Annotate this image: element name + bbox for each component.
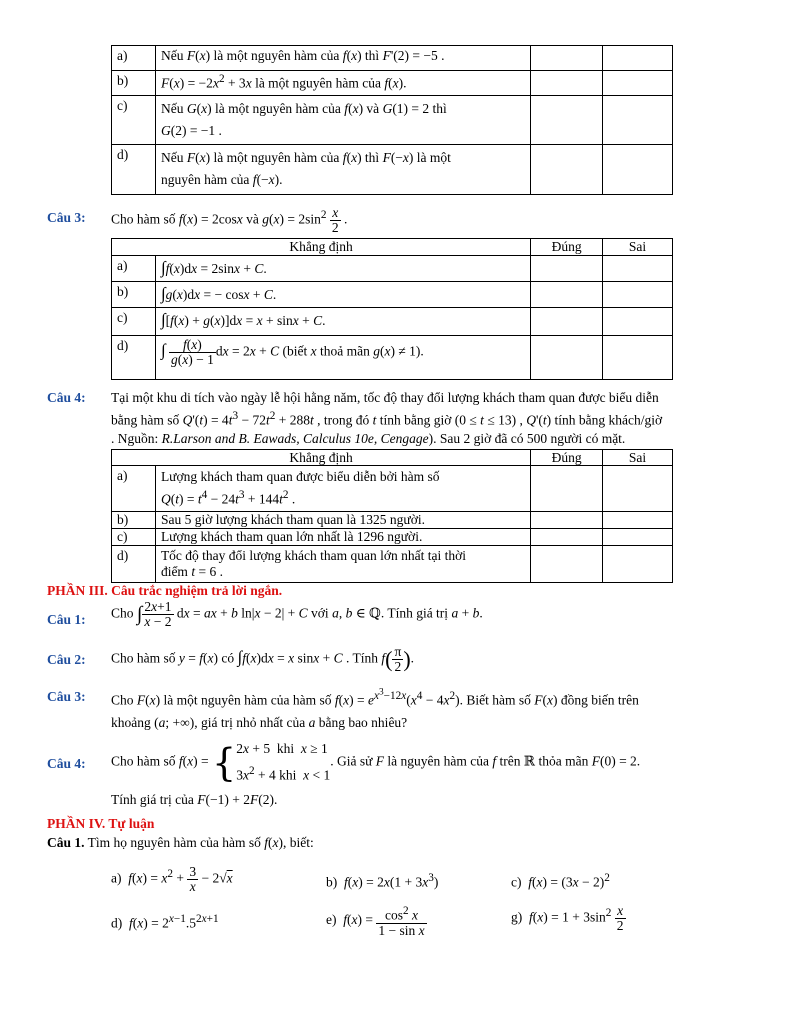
true-cell[interactable] (531, 308, 603, 336)
statement-b: Sau 5 giờ lượng khách tham quan là 1325 người. (155, 511, 530, 528)
true-cell[interactable] (531, 282, 603, 308)
table-row (112, 308, 673, 336)
true-cell[interactable] (531, 336, 603, 380)
table-row (112, 145, 673, 195)
statement-c: Lượng khách tham quan lớn nhất là 1296 người. (155, 528, 530, 545)
table-row (112, 71, 673, 96)
item-e: e) f(x) = $\frac{\cos^2 x}{\text{1 − sin x}}$ (326, 905, 425, 938)
question-line-2: khoảng (a; +∞), giá trị nhỏ nhất của a bằng bao nhiêu? (111, 715, 408, 730)
false-cell[interactable] (603, 308, 673, 336)
row-label: c) (112, 308, 156, 336)
row-label: c) (112, 528, 156, 545)
false-cell[interactable] (603, 46, 673, 71)
question-label: Câu 3: (47, 210, 86, 225)
table-header (112, 450, 673, 466)
table-row (112, 46, 673, 71)
question-label: Câu 1: (47, 612, 86, 627)
header-true: Đúng (531, 450, 603, 466)
table-cau3 (111, 238, 673, 380)
essay-question: Câu 1. Tìm họ nguyên hàm của hàm số f(x), biết: (47, 835, 314, 850)
question-line-1: Cho hàm số f(x) = {2x + 5 khi x ≥ 1 $3x^2 + 4$ khi x < 1. Giả sử F là nguyên hàm của f trên ℝ thỏa mãn F(0) = 2. (111, 740, 641, 785)
true-cell[interactable] (531, 46, 603, 71)
table-row (112, 511, 673, 528)
row-label: a) (112, 46, 156, 71)
statement-c: ∫[f(x) + g(x)]dx = x + sinx + C. (155, 308, 530, 336)
true-cell[interactable] (531, 545, 603, 582)
question-line-1: Tại một khu di tích vào ngày lễ hội hằng năm, tốc độ thay đổi lượng khách tham quan được biểu diễn (111, 390, 659, 405)
row-label: c) (112, 96, 156, 145)
statement-b: $F(x) = -2x^2 + 3x$ là một nguyên hàm của f(x). (155, 71, 530, 96)
section-title: PHẦN III. Câu trắc nghiệm trả lời ngắn. (47, 583, 283, 598)
true-cell[interactable] (531, 466, 603, 512)
item-g: g) $f(x) = 1 + 3\sin^2$ $\frac{x}{2}$ (511, 903, 624, 933)
false-cell[interactable] (603, 96, 673, 145)
table-row (112, 282, 673, 308)
false-cell[interactable] (603, 466, 673, 512)
question-label: Câu 4: (47, 756, 86, 771)
false-cell[interactable] (603, 282, 673, 308)
false-cell[interactable] (603, 256, 673, 282)
statement-d: Tốc độ thay đổi lượng khách tham quan lớn nhất tại thời điểm t = 6 . (155, 545, 530, 582)
question-label: Câu 4: (47, 390, 86, 405)
item-a: a) $f(x) = x^2$ + $\frac{3}{x}$ − 2√x (111, 864, 233, 894)
question-line-2: Tính giá trị của F(−1) + 2F(2). (111, 792, 278, 807)
false-cell[interactable] (603, 145, 673, 195)
statement-d: Nếu F(x) là một nguyên hàm của f(x) thì F(−x) là một nguyên hàm của f(−x). (155, 145, 530, 195)
row-label: d) (112, 145, 156, 195)
table-row (112, 336, 673, 380)
row-label: a) (112, 466, 156, 512)
row-label: a) (112, 256, 156, 282)
item-d: d) $f(x) = 2^{x-1}.5^{2x+1}$ (111, 913, 219, 931)
true-cell[interactable] (531, 511, 603, 528)
false-cell[interactable] (603, 511, 673, 528)
item-c: c) $f(x) = (3x - 2)^2$ (511, 872, 610, 890)
table-row (112, 545, 673, 582)
row-label: b) (112, 282, 156, 308)
table-header (112, 239, 673, 256)
question-label: Câu 2: (47, 652, 86, 667)
question-text: Cho hàm số y = f(x) có ∫f(x)dx = x sinx + C . Tính f( $\frac{\pi}{2}$ ). (111, 644, 415, 674)
header-statement: Khẳng định (112, 239, 531, 256)
item-b: b) $f(x) = 2x(1 + 3x^3)$ (326, 872, 439, 890)
statement-a: ∫f(x)dx = 2sinx + C. (155, 256, 530, 282)
table-row (112, 466, 673, 512)
table-row (112, 96, 673, 145)
question-line-3: . Nguồn: R.Larson and B. Eawads, Calculus 10e, Cengage). Sau 2 giờ đã có 500 người có mặt. (111, 431, 626, 446)
true-cell[interactable] (531, 71, 603, 96)
header-false: Sai (603, 239, 673, 256)
false-cell[interactable] (603, 71, 673, 96)
header-statement: Khẳng định (112, 450, 531, 466)
true-cell[interactable] (531, 256, 603, 282)
section-title: PHẦN IV. Tự luận (47, 816, 155, 831)
table-cau4 (111, 449, 673, 583)
false-cell[interactable] (603, 528, 673, 545)
header-false: Sai (603, 450, 673, 466)
true-cell[interactable] (531, 528, 603, 545)
table-row (112, 256, 673, 282)
header-true: Đúng (531, 239, 603, 256)
false-cell[interactable] (603, 336, 673, 380)
question-line-1: Cho F(x) là một nguyên hàm của hàm số $f(x) = e^{x^3-12x}(x^4 - 4x^2)$. Biết hàm số F(x) đồng biến trên (111, 687, 639, 708)
statement-b: ∫g(x)dx = − cosx + C. (155, 282, 530, 308)
statement-d: ∫ $\frac{f(x)}{g(x) - 1}$ dx = 2x + C (biết x thoả mãn g(x) ≠ 1). (155, 336, 530, 380)
question-line-2: bằng hàm số $Q'(t) = 4t^3 - 72t^2 + 288t$ , trong đó t tính bằng giờ (0 ≤ t ≤ 13) , Q'(t) tính bằng khách/giờ (111, 410, 663, 428)
question-stem: Cho hàm số f(x) = 2cosx và $g(x) = 2\sin^2$ $\frac{x}{2}$ . (111, 205, 348, 235)
statement-a: Nếu F(x) là một nguyên hàm của f(x) thì F'(2) = −5 . (155, 46, 530, 71)
table-row (112, 528, 673, 545)
table-prev-question (111, 45, 673, 195)
row-label: b) (112, 511, 156, 528)
statement-a: Lượng khách tham quan được biểu diễn bởi hàm số $Q(t) = t^4 - 24t^3 + 144t^2$ . (155, 466, 530, 512)
true-cell[interactable] (531, 96, 603, 145)
question-label: Câu 3: (47, 689, 86, 704)
true-cell[interactable] (531, 145, 603, 195)
row-label: d) (112, 336, 156, 380)
question-text: Cho ∫ $\frac{2x+1}{x - 2}$ dx = ax + b ln|x − 2| + C với a, b ∈ ℚ. Tính giá trị a + b. (111, 599, 483, 629)
row-label: d) (112, 545, 156, 582)
false-cell[interactable] (603, 545, 673, 582)
statement-c: Nếu G(x) là một nguyên hàm của f(x) và G(1) = 2 thì G(2) = −1 . (155, 96, 530, 145)
row-label: b) (112, 71, 156, 96)
